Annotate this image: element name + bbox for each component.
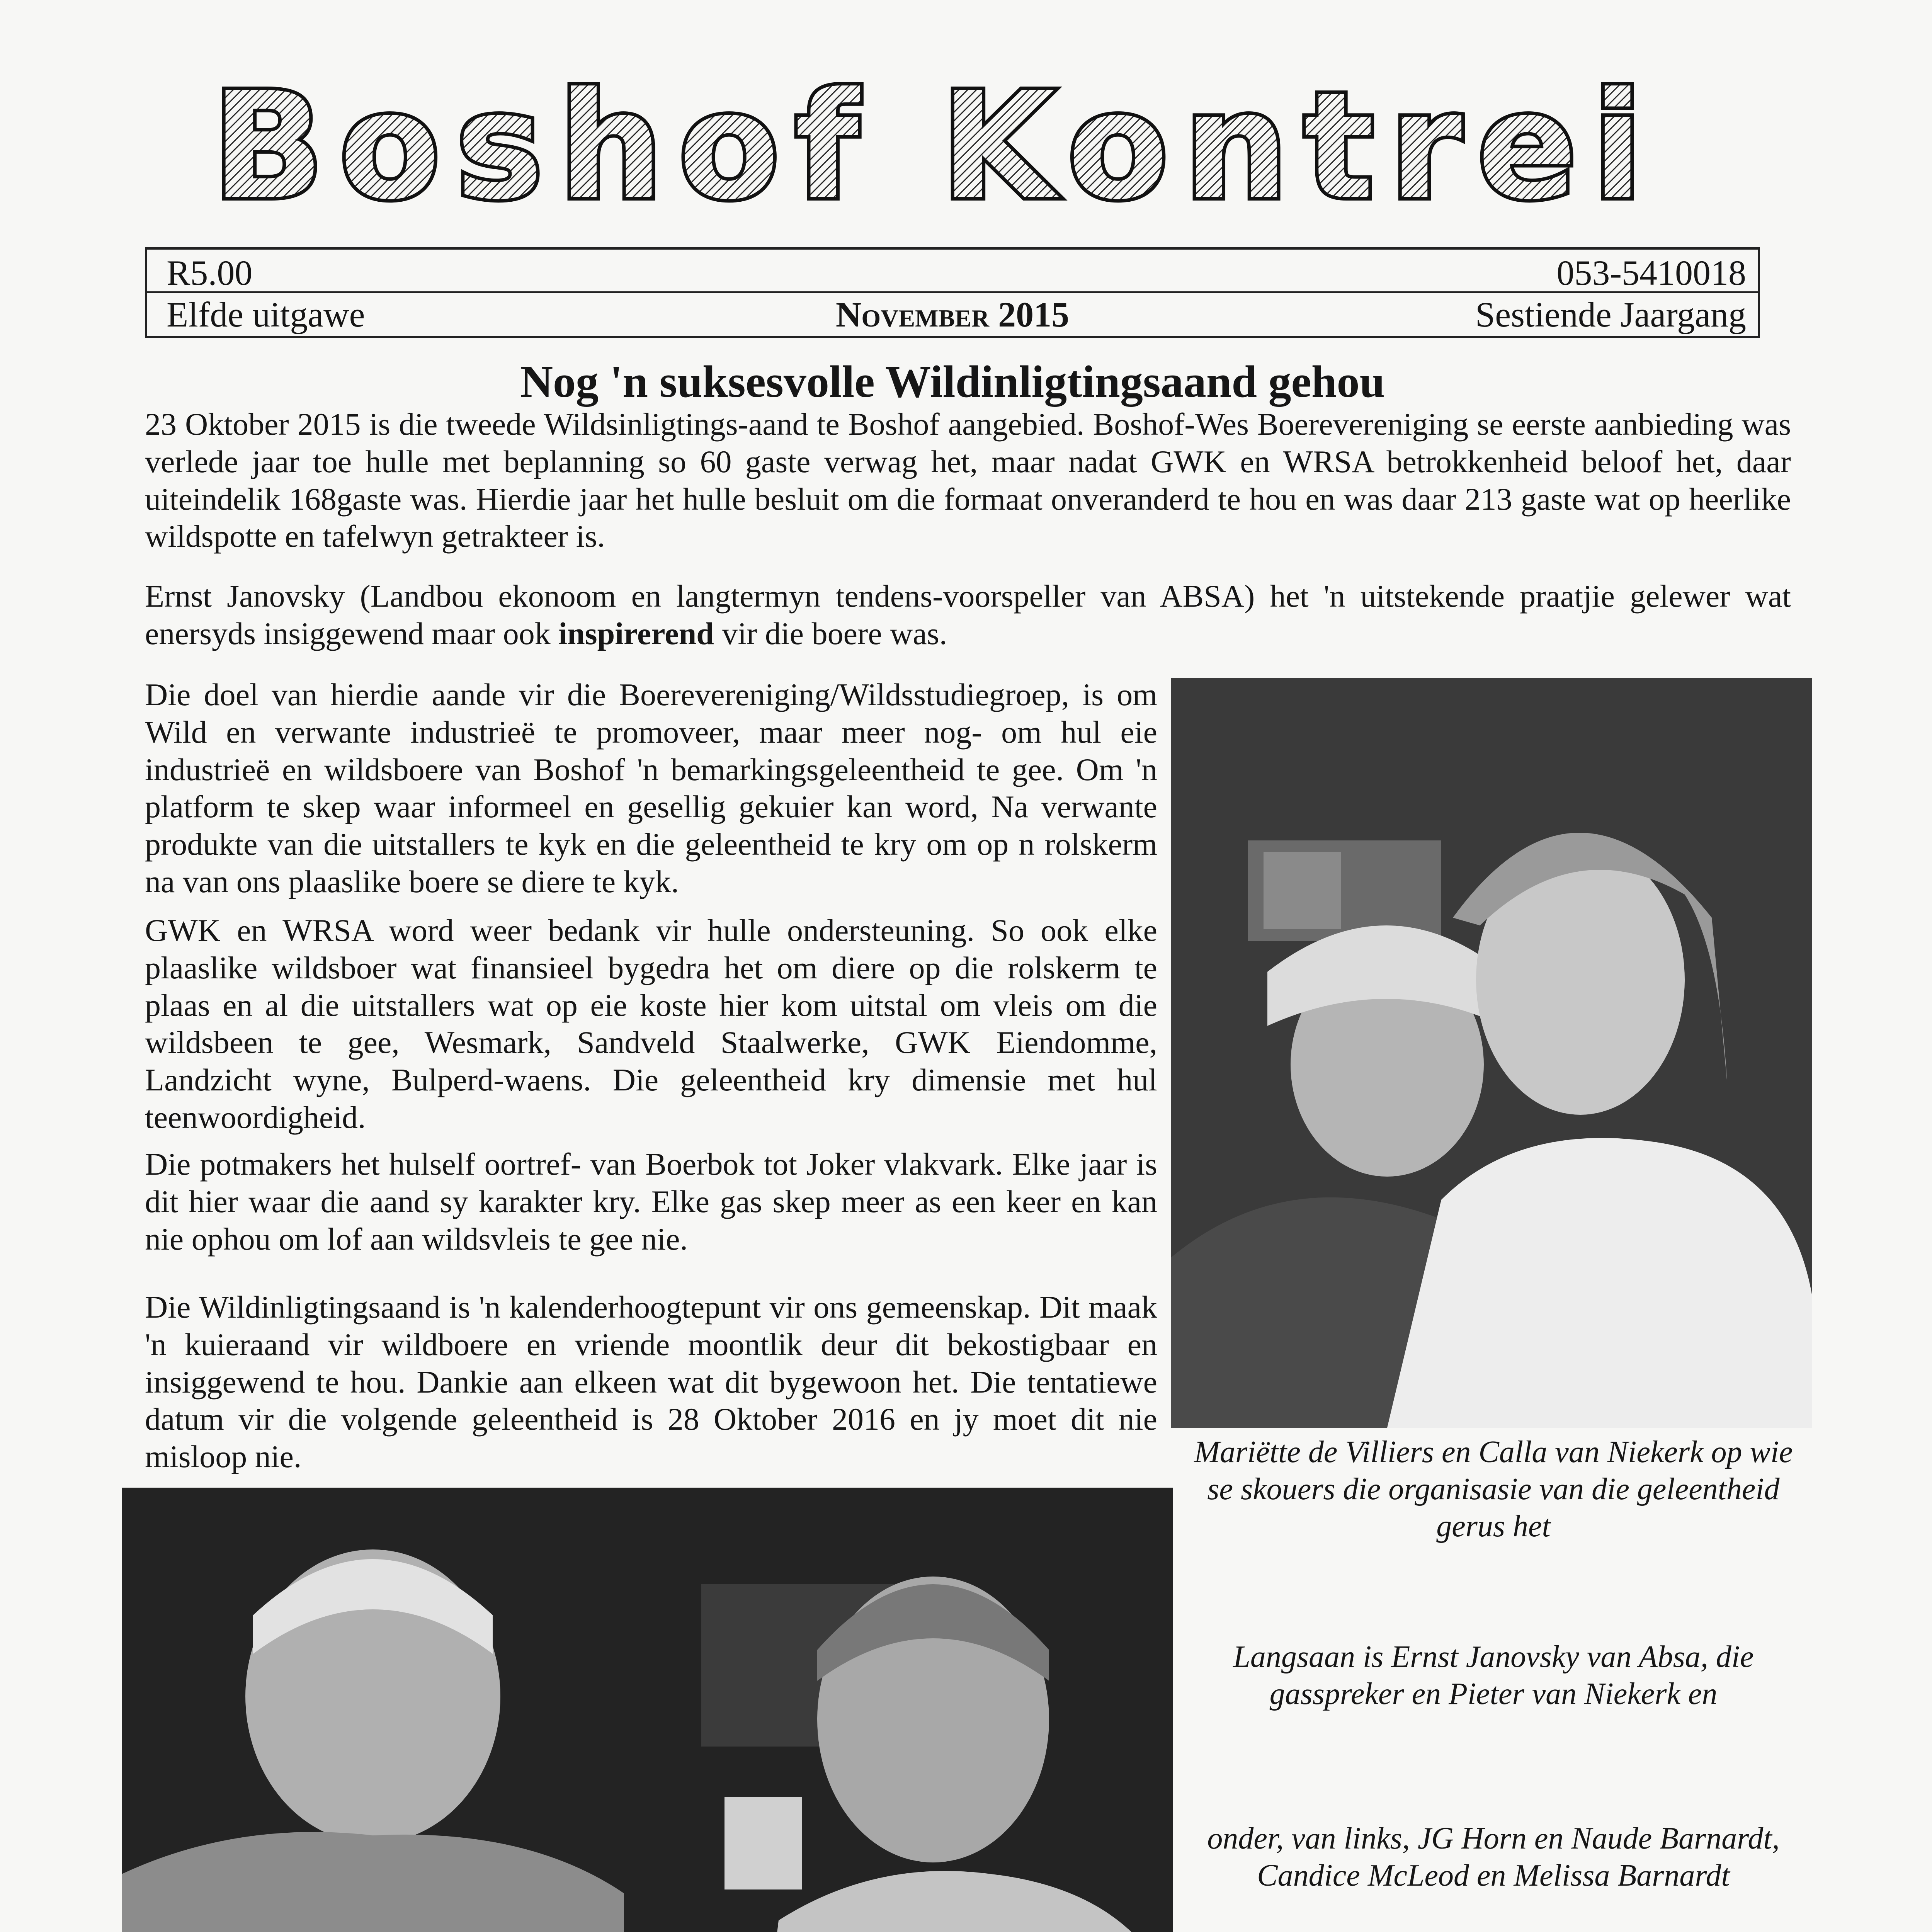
paragraph-2-end: vir die boere was. [714,616,947,651]
paragraph-4: GWK en WRSA word weer bedank vir hulle ondersteuning. So ook elke plaaslike wildsboer wat finansieel bygedra het om diere op die rolskerm te plaas en al die uitstallers wat op eie koste hier kom uitstal om vleis om die wildsbeen te gee, Wesmark, Sandveld Staalwerke, GWK Eiendomme, Landzicht wyne, Bulperd-waens. Die geleentheid kry dimensie met hul teenwoordigheid. [145,913,1157,1135]
article-headline: Nog 'n suksesvolle Wildinligtingsaand gehou [520,356,1385,407]
paragraph-5: Die potmakers het hulself oortref- van Boerbok tot Joker vlakvark. Elke jaar is dit hier waar die aand sy karakter kry. Elke gas skep meer as een keer en kan nie ophou om lof aan wildsvleis te gee nie. [145,1146,1157,1257]
masthead-title-art [212,61,1658,232]
paragraph-2-bold: inspirerend [558,616,714,651]
masthead [212,61,1658,232]
photo-two-men [122,1488,1173,1932]
issue-month: November [835,294,990,334]
phone-number: 053-5410018 [1556,253,1746,293]
paragraph-6: Die Wildinligtingsaand is 'n kalenderhoogtepunt vir ons gemeenskap. Dit maak 'n kuieraand vir wildboere en vriende moontlik deur dit bekostigbaar en insiggewend te hou. Dankie aan elkeen wat dit bygewoon het. Die tentatiewe datum vir die volgende geleentheid is 28 Oktober 2016 en jy moet dit nie misloop nie. [145,1289,1157,1474]
paragraph-2-start: Ernst Janovsky (Landbou ekonoom en langtermyn tendens-voorspeller van ABSA) het 'n uitstekende praatjie gelewer wat enersyds insiggewend maar ook [145,578,1791,651]
masthead-title: Boshof Kontrei [212,61,1658,232]
volume: Sestiende Jaargang [1475,294,1746,334]
info-row-bottom [147,293,1758,336]
paragraph-3: Die doel van hierdie aande vir die Boerevereniging/Wildsstudiegroep, is om Wild en verwante industrieë te promoveer, maar meer nog- om hul eie industrieë en wildsboere van Boshof 'n bemarkingsgeleentheid te gee. Om 'n platform te skep waar informeel en gesellig gekuier kan word, Na verwante produkte van die uitstallers te kyk en die geleentheid te kry om op n rolskerm na van ons plaaslike boere se diere te kyk. [145,677,1157,899]
caption-photo-women: Mariëtte de Villiers en Calla van Niekerk op wie se skouers die organisasie van die geleentheid gerus het [1194,1435,1793,1543]
photo-two-women [1171,678,1812,1428]
issue-year: 2015 [998,294,1070,334]
price: R5.00 [167,253,253,293]
info-row-top [147,250,1758,293]
paragraph-2 [145,578,1791,653]
issue-info-box [145,247,1760,338]
issue-number: Elfde uitgawe [167,294,365,334]
caption-photo-men: Langsaan is Ernst Janovsky van Absa, die gasspreker en Pieter van Niekerk en [1233,1640,1754,1711]
paragraph-1: 23 Oktober 2015 is die tweede Wildsinligtings-aand te Boshof aangebied. Boshof-Wes Boerevereniging se eerste aanbieding was verlede jaar toe hulle met beplanning so 60 gaste verwag het, maar nadat GWK en WRSA betrokkenheid beloof het, daar uiteindelik 168gaste was. Hierdie jaar het hulle besluit om die formaat onveranderd te hou en was daar 213 gaste wat op heerlike wildspotte en tafelwyn getrakteer is. [145,406,1791,554]
caption-photos-below: onder, van links, JG Horn en Naude Barnardt, Candice McLeod en Melissa Barnardt [1207,1821,1780,1893]
